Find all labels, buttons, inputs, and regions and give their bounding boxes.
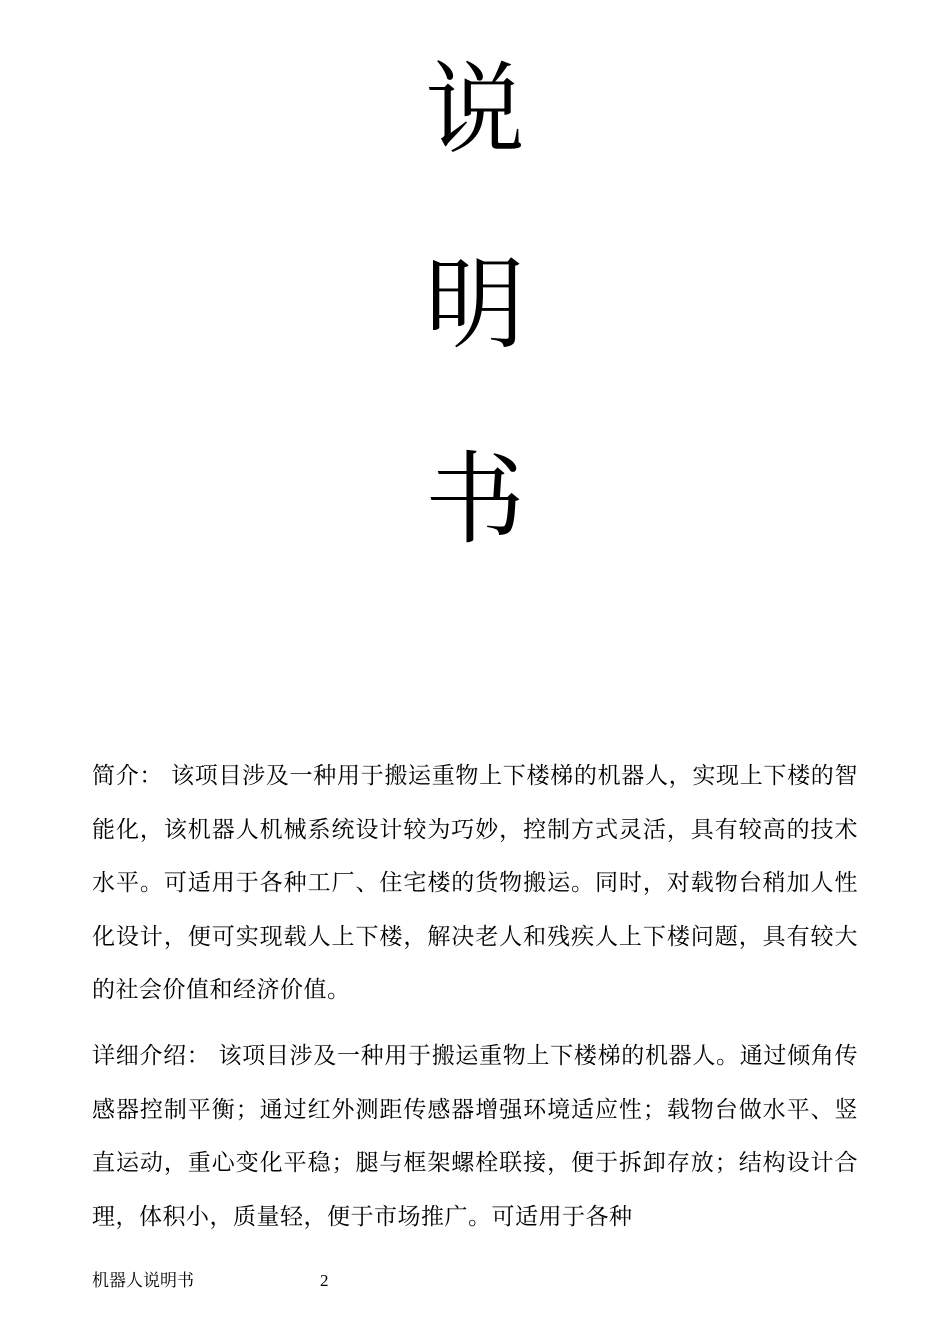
intro-paragraph: 简介： 该项目涉及一种用于搬运重物上下楼梯的机器人，实现上下楼的智能化，该机器人机械系统设计较为巧妙，控制方式灵活，具有较高的技术水平。可适用于各种工厂、住宅楼的货物搬运。同时，对载物台稍加人性化设计，便可实现载人上下楼，解决老人和残疾人上下楼问题，具有较大的社会价值和经济价值。 xyxy=(92,763,858,1003)
detail-paragraph: 详细介绍： 该项目涉及一种用于搬运重物上下楼梯的机器人。通过倾角传感器控制平衡；通过红外测距传感器增强环境适应性；载物台做水平、竖直运动，重心变化平稳；腿与框架螺栓联接，便于拆卸存放；结构设计合理，体积小，质量轻，便于市场推广。可适用于各种 xyxy=(92,1043,858,1230)
title-char-2: 明 xyxy=(425,246,525,363)
footer-doc-title: 机器人说明书 xyxy=(92,1271,194,1291)
title-char-3: 书 xyxy=(425,441,525,558)
page-number: 2 xyxy=(320,1271,329,1290)
title-char-1: 说 xyxy=(425,51,525,168)
